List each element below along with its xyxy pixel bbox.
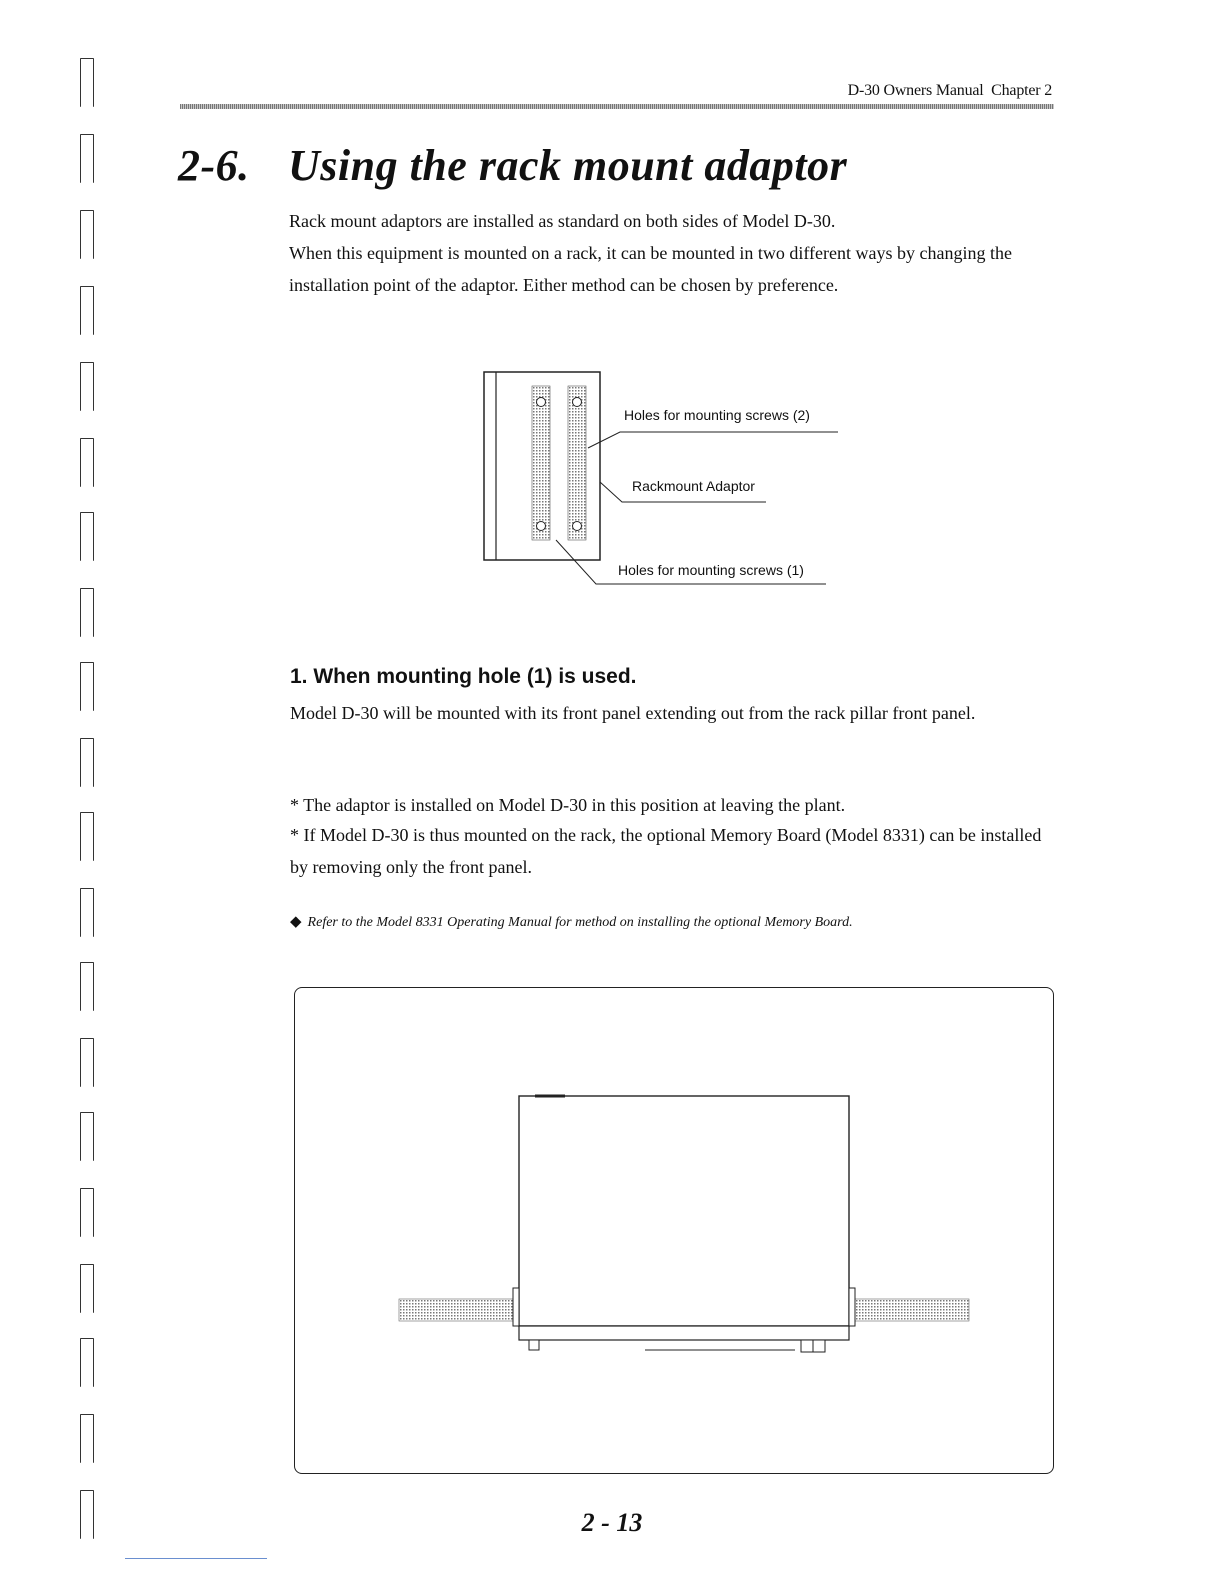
binder-mark: [80, 1264, 94, 1313]
binder-mark: [80, 362, 94, 411]
adaptor-diagram: [470, 360, 870, 600]
binder-mark: [80, 662, 94, 711]
intro-line-2: When this equipment is mounted on a rack, it can be mounted in two different ways by changing the installation point of the adaptor. Either method can be chosen by preference.: [289, 243, 1012, 295]
chapter-label: Chapter 2: [991, 82, 1052, 99]
binder-mark: [80, 210, 94, 259]
binder-mark: [80, 438, 94, 487]
page-number: 2 - 13: [581, 1508, 643, 1537]
note-2: * If Model D-30 is thus mounted on the rack, the optional Memory Board (Model 8331) can be installed by removing only the front panel.: [290, 825, 1042, 877]
section-number: 2-6.: [178, 141, 250, 190]
subsection-heading: 1. When mounting hole (1) is used.: [290, 665, 637, 688]
binder-mark: [80, 1188, 94, 1237]
binder-mark: [80, 738, 94, 787]
rack-mount-figure: [294, 987, 1054, 1474]
subsection-description: Model D-30 will be mounted with its front panel extending out from the rack pillar front panel.: [290, 703, 976, 723]
label-rackmount-adaptor: Rackmount Adaptor: [632, 478, 755, 494]
label-holes-2: Holes for mounting screws (2): [624, 407, 810, 423]
binder-mark: [80, 1338, 94, 1387]
binder-mark: [80, 588, 94, 637]
rack-mount-drawing: [295, 988, 1052, 1472]
binder-mark: [80, 1038, 94, 1087]
binder-mark: [80, 1112, 94, 1161]
reference-text: Refer to the Model 8331 Operating Manual for method on installing the optional Memory Board.: [307, 915, 853, 930]
footer-line: [125, 1558, 267, 1559]
running-header: [848, 82, 1052, 100]
binder-mark: [80, 1414, 94, 1463]
section-title-text: Using the rack mount adaptor: [288, 141, 848, 190]
binder-mark: [80, 134, 94, 183]
intro-text: [289, 205, 1069, 301]
binder-mark: [80, 888, 94, 937]
note-1: * The adaptor is installed on Model D-30 in this position at leaving the plant.: [290, 795, 846, 815]
intro-line-1: Rack mount adaptors are installed as standard on both sides of Model D-30.: [289, 211, 836, 231]
header-rule: [180, 104, 1054, 109]
manual-title: D-30 Owners Manual: [847, 82, 984, 99]
label-holes-1: Holes for mounting screws (1): [618, 562, 804, 578]
binder-mark: [80, 962, 94, 1011]
reference-note: [290, 912, 853, 931]
binder-mark: [80, 286, 94, 335]
binder-margin: [0, 0, 110, 1584]
binder-mark: [80, 512, 94, 561]
diamond-bullet-icon: ◆: [290, 914, 302, 930]
binder-mark: [80, 58, 94, 107]
binder-mark: [80, 812, 94, 861]
section-title: [178, 140, 847, 191]
